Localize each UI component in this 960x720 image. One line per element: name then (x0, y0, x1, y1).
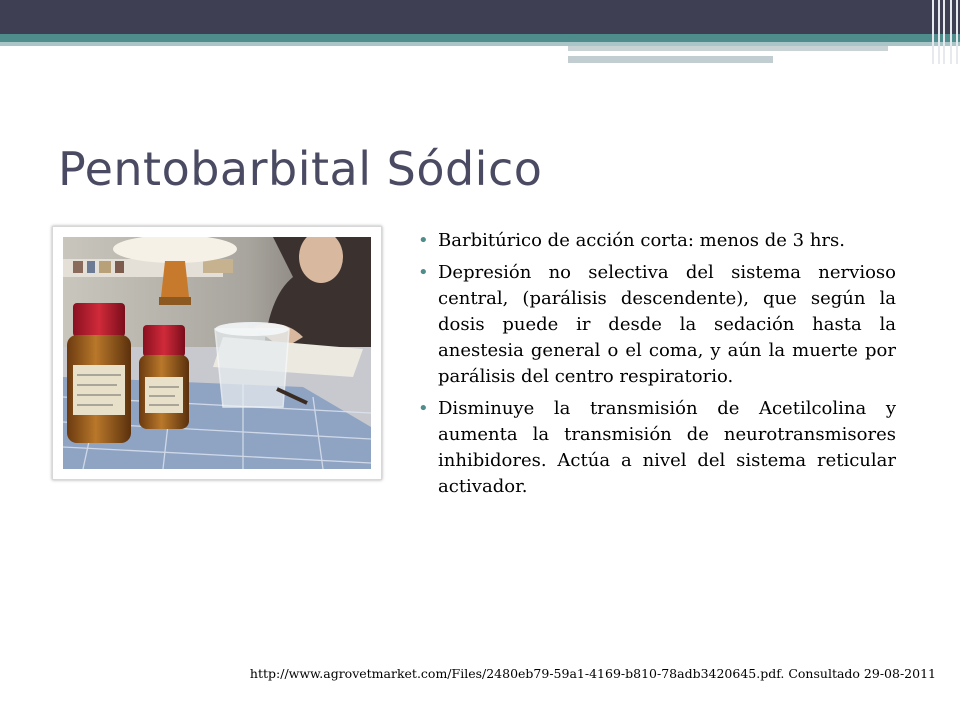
bullet-marker: • (418, 262, 429, 283)
header-banner-teal (0, 34, 960, 42)
slide-title: Pentobarbital Sódico (58, 142, 543, 196)
source-citation: http://www.agrovetmarket.com/Files/2480eb79-59a1-4169-b810-78adb3420645.pdf. Consultado 29-08-2011 (249, 666, 936, 681)
bullet-text: Depresión no selectiva del sistema nervioso central, (parálisis descendente), que según la dosis puede ir desde la sedación hasta la anestesia general o el coma, y aún la muerte por parálisis del centro respiratorio. (438, 262, 896, 387)
medicine-bottles-photo (63, 237, 371, 469)
header-accent-bar-2 (568, 56, 773, 63)
header-banner-dark (0, 0, 960, 34)
bullet-text: Disminuye la transmisión de Acetilcolina y aumenta la transmisión de neurotransmisores inhibidores. Actúa a nivel del sistema reticular activador. (438, 398, 896, 497)
bullet-list (416, 228, 896, 506)
bullet-marker: • (418, 398, 429, 419)
bullet-item (416, 260, 896, 390)
header-accent-line (568, 51, 888, 53)
header-stripes (930, 0, 960, 64)
photo-frame (52, 226, 382, 480)
bullet-item (416, 228, 896, 254)
bullet-marker: • (418, 230, 429, 251)
bullet-text: Barbitúrico de acción corta: menos de 3 hrs. (438, 230, 845, 251)
bullet-item (416, 396, 896, 500)
